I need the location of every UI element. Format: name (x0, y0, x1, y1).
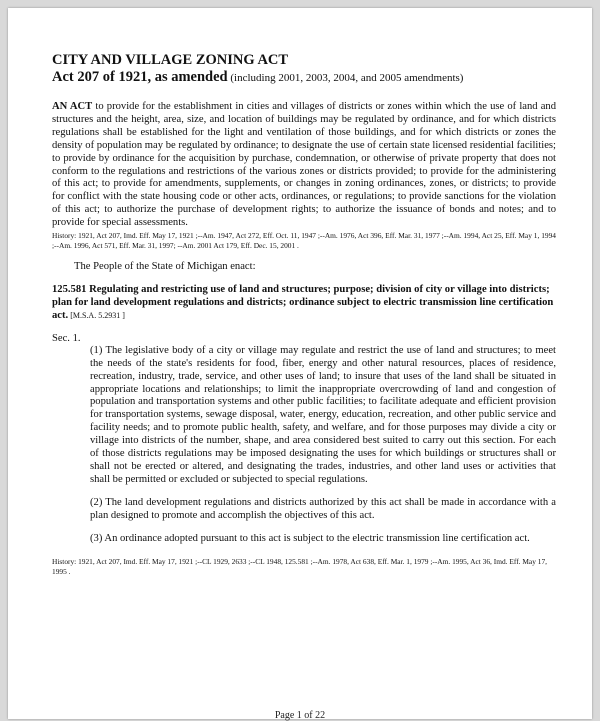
section-heading (52, 284, 556, 323)
msa-reference: [M.S.A. 5.2931 ] (68, 310, 125, 320)
act-citation: Act 207 of 1921, as amended (52, 69, 228, 85)
enacting-clause: The People of the State of Michigan enact: (74, 261, 256, 273)
section-history: History: 1921, Act 207, Imd. Eff. May 17, 1921 ;--CL 1929, 2633 ;--CL 1948, 125.581 ;--Am. 1978, Act 638, Eff. Mar. 1, 1979 ;--Am. 1995, Act 36, Imd. Eff. May 17, 1995 . (52, 557, 547, 577)
document-subtitle (52, 69, 556, 87)
page-content (52, 52, 556, 577)
document-page (8, 8, 592, 719)
preamble-history: History: 1921, Act 207, Imd. Eff. May 17, 1921 ;--Am. 1947, Act 272, Eff. Oct. 11, 1947 ;--Am. 1976, Act 396, Eff. Mar. 31, 1977 ;--Am. 1994, Act 25, Eff. May 1, 1994 ;--Am. 1996, Act 571, Eff. Mar. 31, 1997; --Am. 2001 Act 179, Eff. Dec. 15, 2001 . (52, 231, 556, 251)
preamble-paragraph (52, 101, 556, 230)
amendments-note: (including 2001, 2003, 2004, and 2005 amendments) (227, 72, 464, 84)
section-heading-text: 125.581 Regulating and restricting use of land and structures; purpose; division of city or village into districts; plan for land development regulations and districts; ordinance subject to electric transmission line certification act. (52, 284, 554, 321)
preamble-text: to provide for the establishment in cities and villages of districts or zones within which the use of land and structures and the height, area, size, and location of buildings may be regulated by ordinance, and for which districts regulations shall be established for the light and ventilation of those buildings, and for which districts or zones the density of population may be regulated by ordinance; to designate the use of certain state licensed residential facilities; to provide by ordinance for the acquisition by purchase, condemnation, or otherwise of private property that does not conform to the regulations and restrictions of the various zones or districts provided; to provide for the administering of this act; to provide for amendments, supplements, or changes in zoning ordinances, zones, or districts; to provide for conflict with the state housing code or other acts, ordinances, or regulations; to provide sanctions for the violation of this act; to authorize the purchase of development rights; to authorize the issuance of bonds and notes; and to provide for special assessments. (52, 101, 557, 229)
section-label: Sec. 1. (52, 332, 81, 344)
subsection-3: (3) An ordinance adopted pursuant to this act is subject to the electric transmission line certification act. (90, 532, 530, 544)
subsection-2: (2) The land development regulations and districts authorized by this act shall be made in accordance with a plan designed to promote and accomplish the objectives of this act. (90, 496, 556, 521)
preamble-lead: AN ACT (52, 101, 93, 112)
subsection-1: (1) The legislative body of a city or village may regulate and restrict the use of land and structures; to meet the needs of the state's residents for food, fiber, energy and other natural resources, places of residence, recreation, industry, trade, service, and other uses of land; to insure that uses of the land shall be situated in appropriate locations and relationships; to limit the inappropriate overcrowding of land and congestion of population and transportation systems and other public facilities; to facilitate adequate and efficient provision for transportation systems, sewage disposal, water, energy, education, recreation, and other public service and facility needs; and to promote public health, safety, and welfare, and for those purposes may divide a city or village into districts of the number, shape, and area considered best suited to carry out this section. For each of those districts regulations may be imposed designating the uses for which buildings or structures shall or shall not be erected or altered, and designating the trades, industries, and other land uses or activities that shall be permitted or excluded or subjected to special regulations. (90, 344, 556, 485)
page-number: Page 1 of 22 (274, 710, 326, 721)
document-title: CITY AND VILLAGE ZONING ACT (52, 52, 289, 68)
